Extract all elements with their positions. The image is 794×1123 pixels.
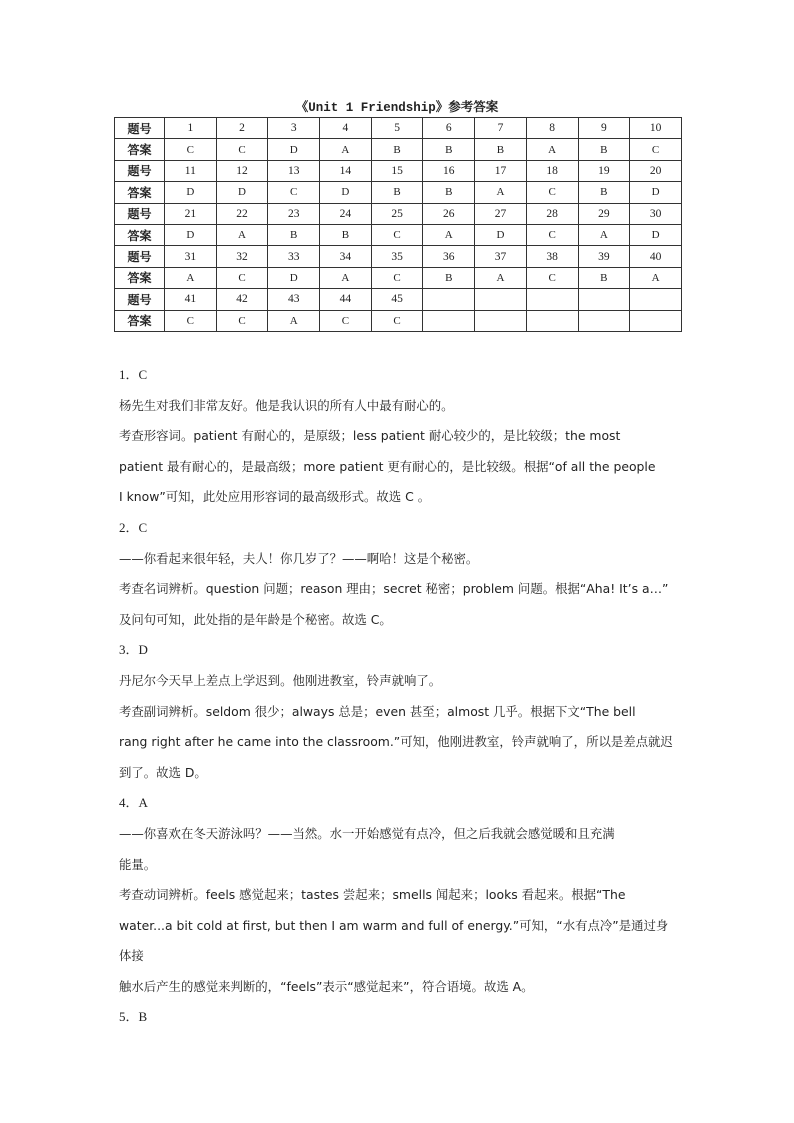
answer-cell: D bbox=[475, 224, 527, 245]
answer-cell: D bbox=[165, 182, 217, 203]
question-number-cell: 34 bbox=[320, 246, 372, 267]
question-number-cell: 14 bbox=[320, 160, 372, 181]
answer-cell: C bbox=[371, 310, 423, 331]
question-number-cell: 38 bbox=[526, 246, 578, 267]
answer-cell: B bbox=[320, 224, 372, 245]
analysis-line: rang right after he came into the classroom.”可知，他刚进教室，铃声就响了，所以是差点就迟 bbox=[119, 734, 673, 750]
question-number-cell: 37 bbox=[475, 246, 527, 267]
answer-cell: B bbox=[475, 139, 527, 160]
answer-cell bbox=[578, 310, 630, 331]
answer-cell: A bbox=[475, 267, 527, 288]
question-number-cell: 24 bbox=[320, 203, 372, 224]
answer-cell: B bbox=[423, 267, 475, 288]
answer-cell: A bbox=[630, 267, 682, 288]
question-number-cell bbox=[526, 289, 578, 310]
question-number-cell: 30 bbox=[630, 203, 682, 224]
question-number-cell: 31 bbox=[165, 246, 217, 267]
answer-cell: A bbox=[320, 139, 372, 160]
question-number: 3．D bbox=[119, 642, 148, 658]
question-translation: 杨先生对我们非常友好。他是我认识的所有人中最有耐心的。 bbox=[119, 397, 454, 413]
answer-cell: A bbox=[216, 224, 268, 245]
question-number-cell: 29 bbox=[578, 203, 630, 224]
question-number-cell: 33 bbox=[268, 246, 320, 267]
row-label-question: 题号 bbox=[115, 160, 165, 181]
question-number-row bbox=[115, 118, 682, 139]
answer-cell: B bbox=[268, 224, 320, 245]
analysis-line: 考查副词辨析。seldom 很少；always 总是；even 甚至；almost 几乎。根据下文“The bell bbox=[119, 703, 636, 719]
question-number-cell: 43 bbox=[268, 289, 320, 310]
analysis-line: 触水后产生的感觉来判断的，“feels”表示“感觉起来”，符合语境。故选 A。 bbox=[119, 978, 534, 994]
answer-cell: D bbox=[630, 224, 682, 245]
answer-cell: D bbox=[165, 224, 217, 245]
answer-cell: B bbox=[578, 267, 630, 288]
question-number-cell bbox=[423, 289, 475, 310]
answer-cell: B bbox=[578, 182, 630, 203]
answer-cell: A bbox=[165, 267, 217, 288]
answer-cell: A bbox=[578, 224, 630, 245]
answer-cell: B bbox=[371, 139, 423, 160]
row-label-question: 题号 bbox=[115, 203, 165, 224]
answer-cell bbox=[423, 310, 475, 331]
question-number-row bbox=[115, 246, 682, 267]
question-number-cell: 11 bbox=[165, 160, 217, 181]
answer-cell: B bbox=[423, 139, 475, 160]
analysis-line: I know”可知，此处应用形容词的最高级形式。故选 C 。 bbox=[119, 489, 431, 505]
answer-row bbox=[115, 139, 682, 160]
question-number-cell: 6 bbox=[423, 118, 475, 139]
question-number-cell: 39 bbox=[578, 246, 630, 267]
question-number-cell: 3 bbox=[268, 118, 320, 139]
analysis-line: patient 最有耐心的，是最高级；more patient 更有耐心的，是比较级。根据“of all the people bbox=[119, 458, 656, 474]
question-number: 5．B bbox=[119, 1009, 148, 1025]
answer-cell: A bbox=[526, 139, 578, 160]
question-number-cell bbox=[578, 289, 630, 310]
answer-row bbox=[115, 310, 682, 331]
question-number-cell: 21 bbox=[165, 203, 217, 224]
question-number-cell: 7 bbox=[475, 118, 527, 139]
question-number: 2．C bbox=[119, 519, 148, 535]
question-number-row bbox=[115, 289, 682, 310]
question-number-cell: 26 bbox=[423, 203, 475, 224]
answer-row bbox=[115, 224, 682, 245]
question-number-cell: 17 bbox=[475, 160, 527, 181]
question-number-cell: 41 bbox=[165, 289, 217, 310]
question-number-cell bbox=[630, 289, 682, 310]
analysis-line: 考查动词辨析。feels 感觉起来；tastes 尝起来；smells 闻起来；looks 看起来。根据“The bbox=[119, 887, 626, 903]
question-number-cell: 40 bbox=[630, 246, 682, 267]
answer-cell: D bbox=[268, 139, 320, 160]
answer-cell: D bbox=[268, 267, 320, 288]
answer-key-table bbox=[114, 117, 682, 332]
row-label-question: 题号 bbox=[115, 246, 165, 267]
row-label-answer: 答案 bbox=[115, 182, 165, 203]
analysis-line: water...a bit cold at first, but then I am warm and full of energy.”可知，“水有点冷”是通过身体接 bbox=[119, 917, 669, 964]
answer-cell: C bbox=[526, 182, 578, 203]
question-number-cell: 32 bbox=[216, 246, 268, 267]
question-number-cell: 10 bbox=[630, 118, 682, 139]
analysis-line: 及问句可知，此处指的是年龄是个秘密。故选 C。 bbox=[119, 611, 392, 627]
answer-cell: B bbox=[423, 182, 475, 203]
question-number-cell: 2 bbox=[216, 118, 268, 139]
row-label-answer: 答案 bbox=[115, 310, 165, 331]
answer-cell bbox=[475, 310, 527, 331]
question-number-cell: 25 bbox=[371, 203, 423, 224]
row-label-answer: 答案 bbox=[115, 267, 165, 288]
answer-cell: C bbox=[371, 267, 423, 288]
answer-cell: C bbox=[320, 310, 372, 331]
question-translation: 能量。 bbox=[119, 856, 157, 872]
question-number-cell: 35 bbox=[371, 246, 423, 267]
answer-cell: A bbox=[320, 267, 372, 288]
question-number-cell: 8 bbox=[526, 118, 578, 139]
question-number-cell: 27 bbox=[475, 203, 527, 224]
question-number-row bbox=[115, 203, 682, 224]
question-number-cell: 23 bbox=[268, 203, 320, 224]
answer-cell: A bbox=[423, 224, 475, 245]
question-number-row bbox=[115, 160, 682, 181]
question-number-cell: 45 bbox=[371, 289, 423, 310]
answer-cell: A bbox=[475, 182, 527, 203]
question-number-cell: 12 bbox=[216, 160, 268, 181]
question-translation: 丹尼尔今天早上差点上学迟到。他刚进教室，铃声就响了。 bbox=[119, 672, 442, 688]
row-label-answer: 答案 bbox=[115, 224, 165, 245]
question-number-cell: 5 bbox=[371, 118, 423, 139]
answer-cell: D bbox=[216, 182, 268, 203]
answer-cell: C bbox=[216, 267, 268, 288]
analysis-line: 考查形容词。patient 有耐心的，是原级；less patient 耐心较少的，是比较级；the most bbox=[119, 428, 621, 444]
answer-cell: B bbox=[578, 139, 630, 160]
question-translation: ——你看起来很年轻，夫人！你几岁了？——啊哈！这是个秘密。 bbox=[119, 550, 479, 566]
question-number-cell: 36 bbox=[423, 246, 475, 267]
answer-cell: C bbox=[216, 139, 268, 160]
question-number-cell: 13 bbox=[268, 160, 320, 181]
answer-cell: D bbox=[320, 182, 372, 203]
row-label-answer: 答案 bbox=[115, 139, 165, 160]
answer-cell: C bbox=[526, 267, 578, 288]
answer-cell: C bbox=[526, 224, 578, 245]
question-number: 1．C bbox=[119, 367, 148, 382]
answer-cell bbox=[526, 310, 578, 331]
question-number-cell: 44 bbox=[320, 289, 372, 310]
question-number-cell: 22 bbox=[216, 203, 268, 224]
question-number-cell: 18 bbox=[526, 160, 578, 181]
answer-cell: C bbox=[371, 224, 423, 245]
question-number-cell: 4 bbox=[320, 118, 372, 139]
question-number-cell bbox=[475, 289, 527, 310]
answer-cell: C bbox=[165, 139, 217, 160]
answer-cell bbox=[630, 310, 682, 331]
explanations bbox=[119, 360, 679, 1033]
answer-row bbox=[115, 267, 682, 288]
answer-cell: C bbox=[216, 310, 268, 331]
question-number-cell: 42 bbox=[216, 289, 268, 310]
question-number-cell: 16 bbox=[423, 160, 475, 181]
answer-cell: A bbox=[268, 310, 320, 331]
question-number-cell: 28 bbox=[526, 203, 578, 224]
row-label-question: 题号 bbox=[115, 118, 165, 139]
analysis-line: 考查名词辨析。question 问题；reason 理由；secret 秘密；problem 问题。根据“Aha! It’s a…” bbox=[119, 581, 669, 597]
question-number-cell: 1 bbox=[165, 118, 217, 139]
answer-cell: B bbox=[371, 182, 423, 203]
analysis-line: 到了。故选 D。 bbox=[119, 764, 207, 780]
question-translation: ——你喜欢在冬天游泳吗？——当然。水一开始感觉有点冷，但之后我就会感觉暖和且充满 bbox=[119, 825, 615, 841]
answer-cell: C bbox=[630, 139, 682, 160]
answer-cell: C bbox=[165, 310, 217, 331]
answer-cell: C bbox=[268, 182, 320, 203]
question-number-cell: 20 bbox=[630, 160, 682, 181]
question-number-cell: 15 bbox=[371, 160, 423, 181]
question-number: 4．A bbox=[119, 795, 148, 811]
answer-cell: D bbox=[630, 182, 682, 203]
question-number-cell: 9 bbox=[578, 118, 630, 139]
row-label-question: 题号 bbox=[115, 289, 165, 310]
page-title: 《Unit 1 Friendship》参考答案 bbox=[295, 101, 499, 115]
question-number-cell: 19 bbox=[578, 160, 630, 181]
answer-row bbox=[115, 182, 682, 203]
